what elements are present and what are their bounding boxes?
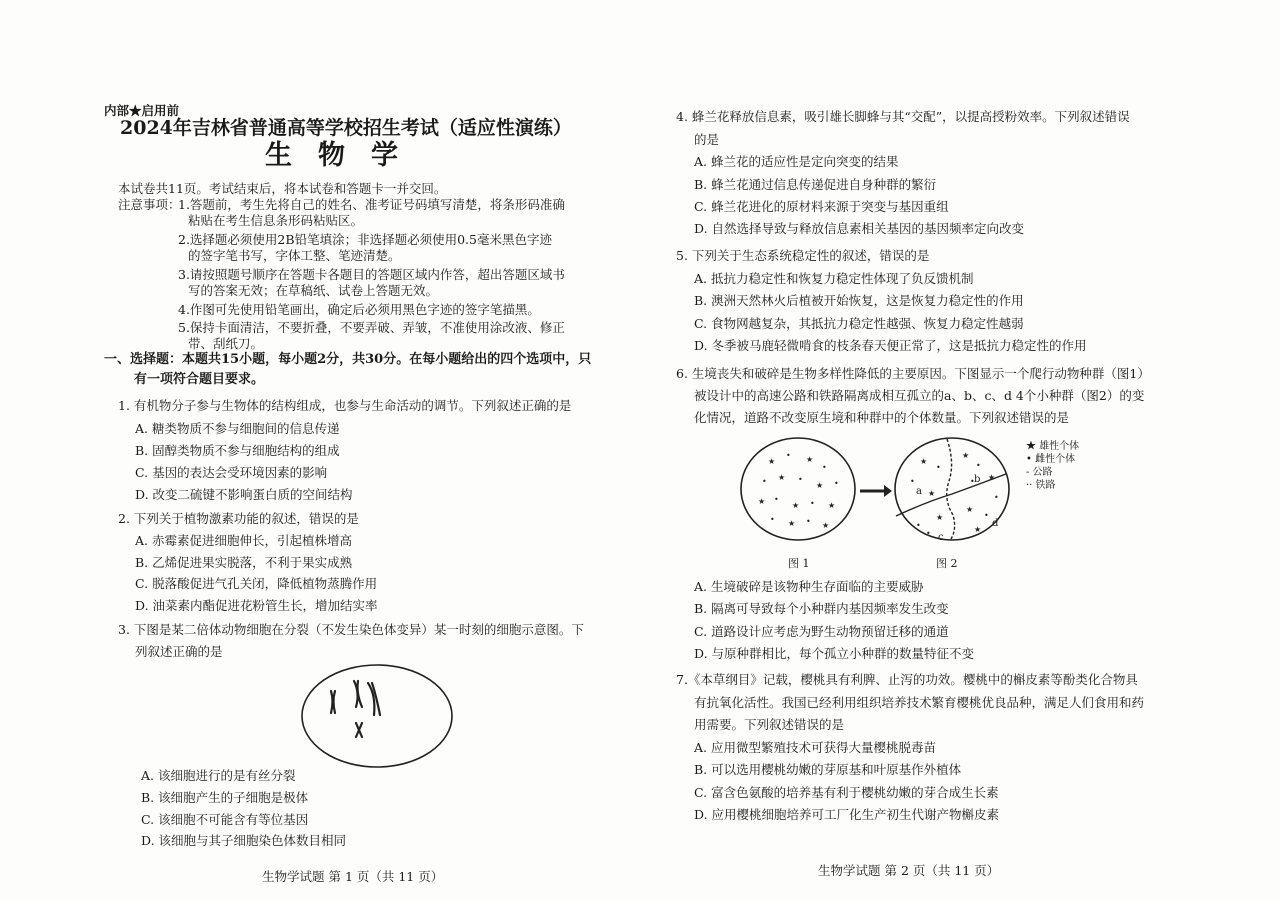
- legend-item: - 公路: [1026, 467, 1053, 478]
- question-3-stem-cont: 列叙述正确的是: [135, 644, 223, 659]
- svg-text:•: •: [910, 477, 915, 486]
- notes-label: 注意事项：: [118, 197, 181, 212]
- question-2-option: C. 脱落酸促进气孔关闭，降低植物蒸腾作用: [135, 576, 378, 591]
- figure-2-caption: 图 2: [936, 557, 958, 570]
- question-6-stem: 6. 生境丧失和破碎是生物多样性降低的主要原因。下图显示一个爬行动物种群（图1）: [676, 366, 1150, 381]
- svg-text:★: ★: [928, 489, 936, 498]
- note-line: 的签字笔书写，字体工整、笔迹清楚。: [188, 248, 401, 263]
- legend-item: ·· 铁路: [1026, 480, 1056, 491]
- region-label: c: [938, 532, 944, 543]
- question-3-option: D. 该细胞与其子细胞染色体数目相同: [141, 833, 347, 848]
- svg-text:★: ★: [758, 497, 766, 506]
- question-4-option: C. 蜂兰花进化的原材料来源于突变与基因重组: [694, 199, 949, 214]
- question-2-stem: 2. 下列关于植物激素功能的叙述，错误的是: [118, 511, 359, 526]
- note-line: 3.请按照题号顺序在答题卡各题目的答题区域内作答，超出答题区域书: [178, 267, 565, 282]
- question-3-option: C. 该细胞不可能含有等位基因: [141, 812, 309, 827]
- subject-title: 生物学: [265, 140, 424, 171]
- cell-division-figure: [300, 663, 455, 769]
- question-1-option: B. 固醇类物质不参与细胞结构的组成: [135, 443, 340, 458]
- question-3-option: B. 该细胞产生的子细胞是极体: [141, 790, 309, 805]
- question-6-option: A. 生境破碎是该物种生存面临的主要威胁: [694, 579, 924, 594]
- svg-text:★: ★: [788, 519, 796, 528]
- question-7-option: D. 应用樱桃细胞培养可工厂化生产初生代谢产物槲皮素: [694, 807, 1000, 822]
- note-line: 写的答案无效；在草稿纸、试卷上答题无效。: [188, 283, 439, 298]
- svg-text:•: •: [786, 451, 791, 460]
- question-1-stem: 1. 有机物分子参与生物体的结构组成，也参与生命活动的调节。下列叙述正确的是: [118, 398, 572, 413]
- section-heading: 一、选择题：本题共15小题，每小题2分，共30分。在每小题给出的四个选项中，只: [104, 352, 592, 367]
- question-7-stem: 7.《本草纲目》记载，樱桃具有利脾、止泻的功效。樱桃中的槲皮素等酚类化合物具: [676, 672, 1138, 687]
- figure-1-caption: 图 1: [788, 557, 810, 570]
- question-6-option: B. 隔离可导致每个小种群内基因频率发生改变: [694, 601, 949, 616]
- question-6-stem-cont: 化情况，道路不改变原生境和种群中的个体数量。下列叙述错误的是: [694, 410, 1070, 425]
- svg-text:•: •: [926, 529, 931, 538]
- svg-text:★: ★: [966, 505, 974, 514]
- svg-text:★: ★: [822, 521, 830, 530]
- habitat-fragmentation-figure: [740, 436, 1040, 558]
- question-4-option: B. 蜂兰花通过信息传递促进自身种群的繁衍: [694, 177, 937, 192]
- region-label: a: [916, 486, 922, 497]
- question-5-stem: 5. 下列关于生态系统稳定性的叙述，错误的是: [676, 248, 930, 263]
- page-footer: 生物学试题 第 2 页（共 11 页）: [818, 863, 1000, 878]
- svg-text:•: •: [798, 475, 803, 484]
- legend-item: ★ 雄性个体: [1026, 441, 1080, 452]
- svg-text:•: •: [834, 479, 839, 488]
- confidential-badge: 内部★启用前: [104, 103, 180, 118]
- question-5-option: A. 抵抗力稳定性和恢复力稳定性体现了负反馈机制: [694, 271, 974, 286]
- svg-text:•: •: [994, 493, 999, 502]
- note-line: 5.保持卡面清洁，不要折叠，不要弄破、弄皱，不准使用涂改液、修正: [178, 320, 565, 335]
- svg-text:★: ★: [988, 473, 996, 482]
- intro-text: 本试卷共11页。考试结束后，将本试卷和答题卡一并交回。: [118, 181, 447, 196]
- svg-text:•: •: [762, 477, 767, 486]
- question-4-option: D. 自然选择导致与释放信息素相关基因的基因频率定向改变: [694, 221, 1025, 236]
- svg-text:•: •: [976, 461, 981, 470]
- question-1-option: D. 改变二硫键不影响蛋白质的空间结构: [135, 487, 353, 502]
- question-7-stem-cont: 用需要。下列叙述错误的是: [694, 717, 845, 732]
- svg-text:★: ★: [936, 513, 944, 522]
- question-3-option: A. 该细胞进行的是有丝分裂: [141, 768, 296, 783]
- question-6-stem-cont: 被设计中的高速公路和铁路隔离成相互孤立的a、b、c、d 4个小种群（图2）的变: [694, 388, 1145, 403]
- svg-text:•: •: [810, 499, 815, 508]
- question-6-option: D. 与原种群相比，每个孤立小种群的数量特征不变: [694, 646, 975, 661]
- question-1-option: C. 基因的表达会受环境因素的影响: [135, 465, 328, 480]
- question-5-option: D. 冬季被马鹿轻微啃食的枝条春天便正常了，这是抵抗力稳定性的作用: [694, 338, 1087, 353]
- svg-text:•: •: [970, 477, 975, 486]
- region-label: d: [992, 518, 999, 529]
- region-label: b: [974, 474, 981, 485]
- question-5-option: C. 食物网越复杂，其抵抗力稳定性越强、恢复力稳定性越弱: [694, 316, 1024, 331]
- question-2-option: B. 乙烯促进果实脱落，不利于果实成熟: [135, 555, 353, 570]
- note-line: 4.作图可先使用铅笔画出，确定后必须用黑色字迹的签字笔描黑。: [178, 302, 540, 317]
- exam-title: 2024年吉林省普通高等学校招生考试（适应性演练）: [120, 117, 572, 139]
- question-3-stem: 3. 下图是某二倍体动物细胞在分裂（不发生染色体变异）某一时刻的细胞示意图。下: [118, 622, 584, 637]
- question-2-option: D. 油菜素内酯促进花粉管生长，增加结实率: [135, 598, 378, 613]
- svg-text:•: •: [984, 511, 989, 520]
- section-heading-cont: 有一项符合题目要求。: [134, 372, 265, 387]
- note-line: 2.选择题必须使用2B铅笔填涂；非选择题必须使用0.5毫米黑色字迹: [178, 232, 552, 247]
- note-line: 粘贴在考生信息条形码粘贴区。: [188, 213, 364, 228]
- note-line: 带、刮纸刀。: [188, 336, 264, 351]
- svg-text:•: •: [774, 495, 779, 504]
- svg-text:•: •: [936, 463, 941, 472]
- svg-text:★: ★: [792, 501, 800, 510]
- page-footer: 生物学试题 第 1 页（共 11 页）: [262, 869, 444, 884]
- question-7-option: A. 应用微型繁殖技术可获得大量樱桃脱毒苗: [694, 740, 936, 755]
- question-4-stem: 4. 蜂兰花释放信息素，吸引雄长脚蜂与其“交配”，以提高授粉效率。下列叙述错误: [676, 109, 1130, 124]
- svg-text:★: ★: [920, 457, 928, 466]
- svg-text:★: ★: [768, 457, 776, 466]
- question-7-stem-cont: 有抗氧化活性。我国已经利用组织培养技术繁育樱桃优良品种，满足人们食用和药: [694, 695, 1145, 710]
- svg-text:★: ★: [806, 455, 814, 464]
- svg-text:★: ★: [974, 525, 982, 534]
- svg-text:•: •: [916, 521, 921, 530]
- question-4-option: A. 蜂兰花的适应性是定向突变的结果: [694, 154, 899, 169]
- question-1-option: A. 糖类物质不参与细胞间的信息传递: [135, 421, 340, 436]
- svg-text:★: ★: [828, 501, 836, 510]
- svg-text:★: ★: [962, 451, 970, 460]
- svg-text:•: •: [770, 515, 775, 524]
- legend-item: • 雌性个体: [1026, 454, 1076, 465]
- question-2-option: A. 赤霉素促进细胞伸长，引起植株增高: [135, 533, 352, 548]
- note-line: 1.答题前，考生先将自己的姓名、准考证号码填写清楚，将条形码准确: [178, 197, 565, 212]
- question-5-option: B. 澳洲天然林火后植被开始恢复，这是恢复力稳定性的作用: [694, 293, 1024, 308]
- svg-text:★: ★: [816, 481, 824, 490]
- svg-text:•: •: [806, 517, 811, 526]
- svg-text:★: ★: [778, 473, 786, 482]
- question-7-option: C. 富含色氨酸的培养基有利于樱桃幼嫩的芽合成生长素: [694, 785, 999, 800]
- question-4-stem-cont: 的是: [694, 132, 720, 147]
- question-7-option: B. 可以选用樱桃幼嫩的芽原基和叶原基作外植体: [694, 762, 962, 777]
- question-6-option: C. 道路设计应考虑为野生动物预留迁移的通道: [694, 624, 949, 639]
- svg-text:•: •: [822, 463, 827, 472]
